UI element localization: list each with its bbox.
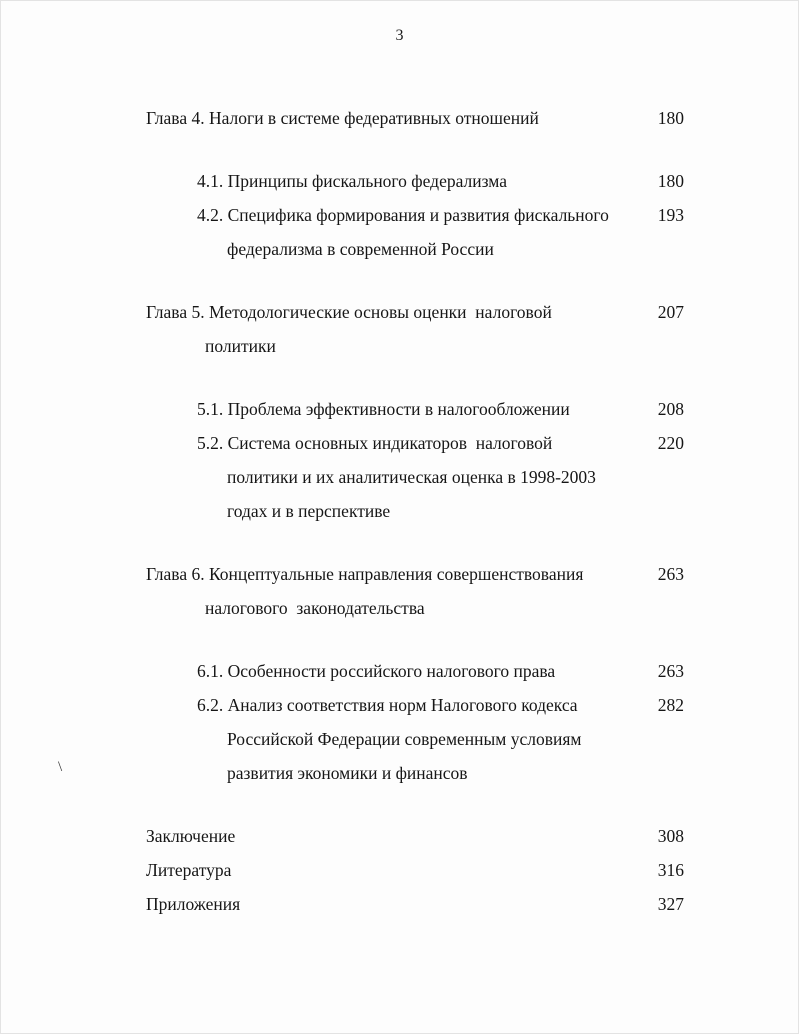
toc-entry-line: налогового законодательства	[205, 598, 425, 618]
toc-entry-text	[146, 101, 636, 135]
toc-entry-line: Глава 4. Налоги в системе федеративных отношений	[146, 108, 539, 128]
toc-entry-line: 5.1. Проблема эффективности в налогообложении	[197, 399, 570, 419]
toc-entry-line: Российской Федерации современным условиям	[227, 729, 582, 749]
toc-entry-line: Заключение	[146, 826, 236, 846]
toc-entry-line: развития экономики и финансов	[227, 763, 468, 783]
toc-entry	[1, 295, 798, 363]
toc-entry-text	[146, 295, 636, 363]
toc-entry-line: 4.2. Специфика формирования и развития фискального	[197, 205, 609, 225]
toc-entry-page-number: 282	[657, 695, 684, 715]
toc-entry-text	[146, 557, 636, 625]
toc-entry-page-number: 327	[657, 894, 684, 914]
toc-entry-line: Приложения	[146, 894, 241, 914]
toc-entry-line: 4.1. Принципы фискального федерализма	[197, 171, 508, 191]
toc-entry	[1, 688, 798, 790]
toc-entry	[1, 557, 798, 625]
toc-entry	[1, 853, 798, 887]
toc-entry	[1, 392, 798, 426]
toc-entry-line: годах и в перспективе	[227, 501, 391, 521]
toc-entry	[1, 654, 798, 688]
toc-entry-page-number: 220	[657, 433, 684, 453]
toc-entry-text	[197, 426, 636, 528]
toc-entry-line: политики	[205, 336, 276, 356]
toc-entry-page-number: 208	[657, 399, 684, 419]
toc-entry-text	[146, 819, 636, 853]
toc-entry-page-number: 316	[657, 860, 684, 880]
toc-entry-page-number: 193	[657, 205, 684, 225]
toc-entry	[1, 164, 798, 198]
toc-entry-page-number: 207	[657, 302, 684, 322]
toc-entry-text	[197, 198, 636, 266]
toc-entry	[1, 101, 798, 135]
toc-entry-page-number: 180	[657, 171, 684, 191]
toc-entry-line: Литература	[146, 860, 232, 880]
toc-entry-text	[197, 392, 636, 426]
toc-entry-text	[197, 688, 636, 790]
toc-entry-line: 6.1. Особенности российского налогового права	[197, 661, 556, 681]
toc-entry-line: 5.2. Система основных индикаторов налоговой	[197, 433, 553, 453]
table-of-contents	[1, 101, 798, 921]
toc-entry-line: федерализма в современной России	[227, 239, 494, 259]
toc-entry-line: Глава 6. Концептуальные направления совершенствования	[146, 564, 584, 584]
toc-entry-text	[197, 164, 636, 198]
toc-entry	[1, 426, 798, 528]
toc-entry-text	[146, 853, 636, 887]
toc-entry	[1, 887, 798, 921]
toc-entry-text	[146, 887, 636, 921]
toc-entry-page-number: 263	[657, 661, 684, 681]
toc-entry	[1, 819, 798, 853]
page-number-header: 3	[395, 27, 404, 44]
toc-entry-text	[197, 654, 636, 688]
toc-entry-line: политики и их аналитическая оценка в 1998-2003	[227, 467, 596, 487]
toc-entry-page-number: 263	[657, 564, 684, 584]
stray-mark: \	[58, 759, 63, 775]
toc-entry-page-number: 308	[657, 826, 684, 846]
toc-entry-page-number: 180	[657, 108, 684, 128]
toc-entry-line: 6.2. Анализ соответствия норм Налогового кодекса	[197, 695, 578, 715]
toc-entry-line: Глава 5. Методологические основы оценки налоговой	[146, 302, 552, 322]
toc-entry	[1, 198, 798, 266]
